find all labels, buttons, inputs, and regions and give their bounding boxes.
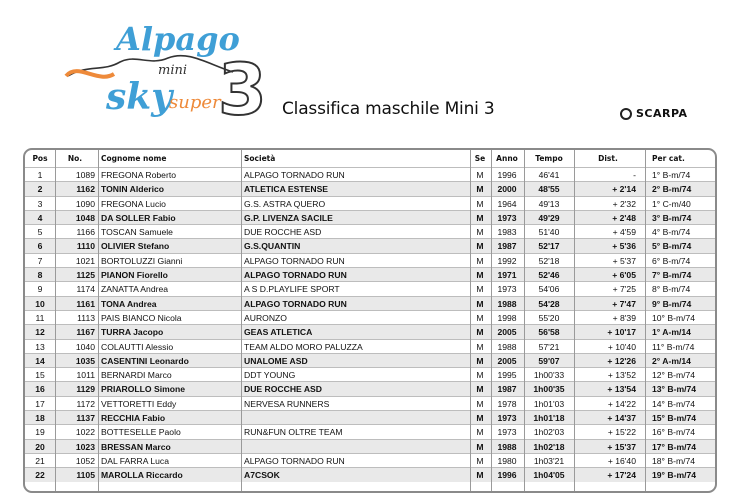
cell-name: MAROLLA Riccardo	[101, 470, 183, 481]
cell-no: 1166	[76, 227, 95, 238]
cell-cat: 3° B-m/74	[652, 212, 692, 223]
cell-society: A S D.PLAYLIFE SPORT	[244, 284, 340, 295]
table-row	[25, 196, 715, 210]
table-row	[25, 267, 715, 281]
cell-society: G.S.QUANTIN	[244, 241, 301, 252]
cell-time: 54'28	[538, 298, 560, 309]
sponsor-logo	[620, 107, 688, 120]
cell-diff: + 13'54	[607, 384, 636, 395]
cell-time: 54'06	[538, 284, 560, 295]
table-header	[25, 150, 715, 167]
cell-cat: 18° B-m/74	[652, 455, 696, 466]
cell-sex: M	[476, 184, 484, 195]
cell-cat: 8° B-m/74	[652, 284, 691, 295]
cell-pos: 10	[35, 298, 45, 309]
cell-cat: 17° B-m/74	[652, 441, 697, 452]
logo-text-mini: mini	[158, 63, 188, 78]
table-row	[25, 167, 715, 181]
table-row	[25, 453, 715, 467]
cell-no: 1174	[76, 284, 95, 295]
table-row	[25, 296, 715, 310]
cell-no: 1161	[76, 298, 95, 309]
cell-pos: 12	[35, 327, 45, 338]
cell-society: TEAM ALDO MORO PALUZZA	[244, 341, 363, 352]
table-row	[25, 439, 715, 453]
cell-pos: 9	[37, 284, 43, 295]
cell-society: DUE ROCCHE ASD	[244, 384, 322, 395]
cell-year: 1988	[497, 298, 517, 309]
column-divider	[98, 150, 99, 491]
logo-text-sky: sky	[106, 76, 173, 118]
cell-time: 55'20	[538, 312, 560, 323]
cell-pos: 19	[35, 427, 45, 438]
cell-society: G.S. ASTRA QUERO	[244, 198, 326, 209]
cell-sex: M	[476, 270, 484, 281]
column-divider	[241, 150, 242, 491]
cell-sex: M	[476, 212, 484, 223]
cell-year: 1987	[497, 384, 517, 395]
cell-year: 2005	[497, 327, 517, 338]
cell-no: 1021	[75, 255, 95, 266]
cell-no: 1129	[76, 384, 95, 395]
cell-cat: 7° B-m/74	[652, 270, 692, 281]
cell-diff: + 2'32	[612, 198, 636, 209]
header-name: Cognome nome	[101, 154, 167, 163]
cell-name: BERNARDI Marco	[101, 370, 172, 381]
cell-society: AURONZO	[244, 312, 287, 323]
cell-cat: 2° B-m/74	[652, 184, 692, 195]
header-sex: Se	[474, 154, 486, 163]
cell-sex: M	[476, 341, 484, 352]
column-divider	[574, 150, 575, 491]
cell-time: 1h01'18	[533, 413, 565, 424]
event-logo-graphic	[58, 14, 278, 132]
cell-diff: + 5'37	[612, 255, 636, 266]
header-time: Tempo	[535, 154, 563, 163]
cell-name: TURRA Jacopo	[101, 327, 164, 338]
cell-time: 52'46	[538, 270, 560, 281]
cell-year: 1996	[497, 470, 517, 481]
table-row	[25, 238, 715, 252]
cell-time: 1h00'35	[533, 384, 565, 395]
cell-society: ALPAGO TORNADO RUN	[244, 170, 345, 180]
cell-name: OLIVIER Stefano	[101, 241, 170, 252]
cell-no: 1048	[75, 212, 95, 223]
cell-name: COLAUTTI Alessio	[101, 341, 174, 352]
cell-no: 1167	[76, 327, 95, 338]
table-row	[25, 381, 715, 395]
cell-society: ALPAGO TORNADO RUN	[244, 298, 347, 309]
cell-pos: 11	[35, 312, 45, 323]
cell-name: ZANATTA Andrea	[101, 284, 169, 295]
table-row	[25, 410, 715, 424]
cell-society: G.P. LIVENZA SACILE	[244, 212, 333, 223]
cell-cat: 13° B-m/74	[652, 384, 697, 395]
cell-pos: 8	[37, 270, 43, 281]
cell-diff: + 15'22	[607, 427, 636, 438]
cell-time: 1h04'05	[533, 470, 565, 481]
cell-time: 1h02'03	[533, 427, 565, 438]
header-pos: Pos	[32, 154, 48, 163]
cell-cat: 11° B-m/74	[652, 341, 695, 352]
cell-sex: M	[476, 384, 484, 395]
cell-year: 1973	[497, 212, 517, 223]
cell-sex: M	[476, 241, 484, 252]
cell-sex: M	[476, 227, 484, 238]
cell-year: 1971	[497, 270, 517, 281]
cell-name: FREGONA Roberto	[101, 170, 176, 180]
cell-diff: + 5'36	[612, 241, 636, 252]
cell-time: 49'13	[538, 198, 560, 209]
cell-diff: + 7'25	[612, 284, 636, 295]
cell-no: 1137	[76, 413, 95, 424]
cell-cat: 4° B-m/74	[652, 227, 691, 238]
table-row	[25, 181, 715, 195]
cell-sex: M	[476, 441, 484, 452]
cell-time: 49'29	[538, 212, 560, 223]
column-divider	[645, 150, 646, 491]
cell-name: RECCHIA Fabio	[101, 413, 166, 424]
column-divider	[491, 150, 492, 491]
cell-sex: M	[476, 284, 484, 295]
cell-time: 48'55	[538, 184, 560, 195]
cell-diff: + 12'26	[607, 355, 636, 366]
cell-year: 1992	[497, 255, 517, 266]
cell-sex: M	[476, 170, 484, 180]
cell-sex: M	[476, 470, 484, 481]
cell-diff: + 13'52	[607, 370, 636, 381]
cell-pos: 1	[37, 170, 43, 180]
cell-pos: 15	[35, 370, 45, 381]
cell-time: 56'58	[538, 327, 560, 338]
cell-no: 1023	[75, 441, 95, 452]
cell-time: 52'18	[538, 255, 560, 266]
cell-cat: 10° B-m/74	[652, 312, 696, 323]
cell-year: 1964	[497, 198, 517, 209]
table-row	[25, 210, 715, 224]
cell-cat: 1° A-m/14	[652, 327, 691, 338]
cell-year: 1973	[497, 413, 517, 424]
cell-name: TONA Andrea	[101, 298, 157, 309]
cell-pos: 3	[37, 198, 43, 209]
cell-no: 1090	[75, 198, 95, 209]
cell-time: 1h02'18	[533, 441, 565, 452]
cell-society: GEAS ATLETICA	[244, 327, 313, 338]
cell-no: 1089	[75, 170, 95, 180]
cell-pos: 13	[35, 341, 45, 352]
cell-cat: 16° B-m/74	[652, 427, 696, 438]
cell-name: FREGONA Lucio	[101, 198, 166, 209]
cell-time: 57'21	[538, 341, 560, 352]
cell-time: 52'17	[538, 241, 560, 252]
cell-cat: 14° B-m/74	[652, 398, 696, 409]
cell-pos: 6	[37, 241, 43, 252]
cell-society: ATLETICA ESTENSE	[244, 184, 329, 195]
cell-no: 1035	[75, 355, 95, 366]
cell-year: 2000	[497, 184, 517, 195]
cell-time: 1h01'03	[533, 398, 565, 409]
cell-diff: + 4'59	[612, 227, 636, 238]
cell-diff: + 10'40	[607, 341, 636, 352]
cell-year: 1996	[497, 170, 517, 180]
table-row	[25, 367, 715, 381]
cell-sex: M	[476, 198, 484, 209]
cell-no: 1105	[76, 470, 95, 481]
cell-society: DUE ROCCHE ASD	[244, 227, 322, 238]
table-row	[25, 281, 715, 295]
cell-pos: 16	[35, 384, 45, 395]
column-divider	[524, 150, 525, 491]
table-row	[25, 224, 715, 238]
cell-time: 1h00'33	[533, 370, 565, 381]
cell-sex: M	[476, 298, 484, 309]
cell-year: 1973	[497, 284, 517, 295]
cell-name: PIANON Fiorello	[101, 270, 168, 281]
cell-diff: + 7'47	[612, 298, 636, 309]
cell-no: 1110	[76, 241, 95, 252]
cell-no: 1125	[76, 270, 95, 281]
cell-diff: + 2'48	[612, 212, 636, 223]
cell-sex: M	[476, 355, 484, 366]
header-diff: Dist.	[598, 154, 618, 163]
cell-cat: 1° C-m/40	[652, 198, 691, 209]
cell-society: RUN&FUN OLTRE TEAM	[244, 427, 343, 438]
cell-pos: 2	[37, 184, 43, 195]
table-row	[25, 424, 715, 438]
logo-text-alpago: Alpago	[116, 20, 240, 58]
cell-year: 1978	[497, 398, 517, 409]
cell-sex: M	[476, 427, 484, 438]
table-row	[25, 253, 715, 267]
cell-time: 59'07	[538, 355, 560, 366]
table-row	[25, 396, 715, 410]
cell-cat: 1° B-m/74	[652, 170, 691, 180]
cell-no: 1052	[75, 455, 95, 466]
cell-diff: + 14'22	[607, 398, 636, 409]
cell-name: BORTOLUZZI Gianni	[101, 255, 183, 266]
cell-sex: M	[476, 312, 484, 323]
cell-society: DDT YOUNG	[244, 370, 296, 381]
cell-cat: 5° B-m/74	[652, 241, 692, 252]
cell-no: 1022	[75, 427, 95, 438]
sponsor-name: SCARPA	[636, 107, 688, 120]
cell-year: 1980	[497, 455, 517, 466]
table-row	[25, 353, 715, 367]
cell-name: PRIAROLLO Simone	[101, 384, 186, 395]
cell-name: TONIN Alderico	[101, 184, 165, 195]
cell-time: 51'40	[538, 227, 560, 238]
cell-year: 1998	[497, 312, 517, 323]
cell-cat: 15° B-m/74	[652, 413, 697, 424]
cell-cat: 6° B-m/74	[652, 255, 691, 266]
cell-diff: + 6'05	[612, 270, 636, 281]
cell-pos: 5	[37, 227, 43, 238]
cell-name: PAIS BIANCO Nicola	[101, 312, 182, 323]
cell-year: 1995	[497, 370, 517, 381]
cell-diff: + 14'37	[607, 413, 636, 424]
table-row	[25, 310, 715, 324]
cell-diff: + 10'17	[607, 327, 636, 338]
table-row	[25, 467, 715, 481]
cell-name: VETTORETTI Eddy	[101, 398, 177, 409]
cell-year: 1983	[497, 227, 517, 238]
cell-name: BOTTESELLE Paolo	[101, 427, 181, 438]
cell-name: DA SOLLER Fabio	[101, 212, 176, 223]
page-title: Classifica maschile Mini 3	[282, 99, 495, 119]
header-cat: Per cat.	[652, 154, 685, 163]
logo-number-3: 3	[218, 49, 267, 131]
cell-diff: -	[633, 170, 636, 180]
header-no: No.	[67, 154, 83, 163]
cell-year: 1988	[497, 441, 517, 452]
column-divider	[55, 150, 56, 491]
header-society: Società	[244, 154, 276, 163]
logo-text-super: super	[169, 92, 221, 113]
cell-no: 1172	[76, 398, 95, 409]
cell-pos: 22	[35, 470, 45, 481]
cell-sex: M	[476, 255, 484, 266]
cell-pos: 17	[35, 398, 45, 409]
cell-year: 1987	[497, 241, 517, 252]
cell-year: 1988	[497, 341, 517, 352]
cell-pos: 7	[37, 255, 43, 266]
sponsor-ring-icon	[620, 108, 632, 120]
cell-time: 1h03'21	[533, 455, 565, 466]
cell-sex: M	[476, 370, 484, 381]
cell-cat: 9° B-m/74	[652, 298, 692, 309]
cell-cat: 12° B-m/74	[652, 370, 696, 381]
cell-name: TOSCAN Samuele	[101, 227, 173, 238]
cell-society: NERVESA RUNNERS	[244, 398, 330, 409]
cell-diff: + 8'39	[612, 312, 636, 323]
cell-year: 2005	[497, 355, 517, 366]
cell-pos: 14	[35, 355, 45, 366]
cell-society: ALPAGO TORNADO RUN	[244, 255, 345, 266]
cell-sex: M	[476, 413, 484, 424]
cell-year: 1973	[497, 427, 517, 438]
cell-time: 46'41	[538, 170, 560, 180]
cell-name: CASENTINI Leonardo	[101, 355, 189, 366]
cell-cat: 2° A-m/14	[652, 355, 691, 366]
cell-diff: + 16'40	[607, 455, 636, 466]
cell-diff: + 17'24	[607, 470, 636, 481]
table-body	[25, 167, 715, 482]
cell-society: ALPAGO TORNADO RUN	[244, 270, 347, 281]
cell-diff: + 15'37	[607, 441, 636, 452]
cell-society: UNALOME ASD	[244, 355, 308, 366]
table-row	[25, 339, 715, 353]
cell-no: 1011	[76, 370, 95, 381]
column-divider	[470, 150, 471, 491]
cell-no: 1162	[76, 184, 95, 195]
cell-name: DAL FARRA Luca	[101, 455, 169, 466]
cell-pos: 18	[35, 413, 45, 424]
cell-pos: 4	[37, 212, 43, 223]
cell-no: 1113	[77, 312, 95, 323]
cell-cat: 19° B-m/74	[652, 470, 697, 481]
cell-society: A7CSOK	[244, 470, 280, 481]
cell-pos: 21	[35, 455, 45, 466]
cell-name: BRESSAN Marco	[101, 441, 171, 452]
cell-pos: 20	[35, 441, 45, 452]
event-logo	[58, 14, 278, 132]
header-year: Anno	[496, 154, 518, 163]
results-table	[23, 148, 717, 493]
cell-sex: M	[476, 398, 484, 409]
cell-society: ALPAGO TORNADO RUN	[244, 455, 345, 466]
cell-sex: M	[476, 455, 484, 466]
table-row	[25, 324, 715, 338]
cell-diff: + 2'14	[612, 184, 636, 195]
cell-sex: M	[476, 327, 484, 338]
cell-no: 1040	[75, 341, 95, 352]
